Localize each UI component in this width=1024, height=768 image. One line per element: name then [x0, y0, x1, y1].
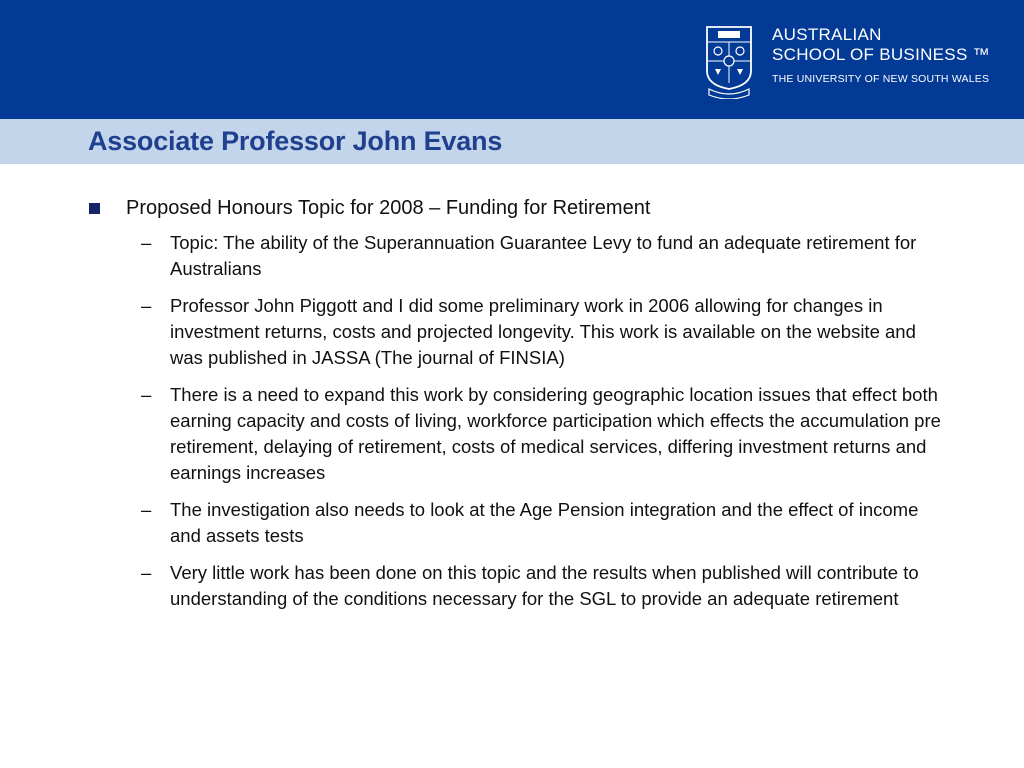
org-line-australian: AUSTRALIAN — [772, 25, 882, 44]
sub-bullet — [141, 560, 941, 612]
slide-title: Associate Professor John Evans — [88, 126, 503, 156]
main-bullet-text: Proposed Honours Topic for 2008 – Funding for Retirement — [126, 197, 651, 219]
sub-bullet-list — [141, 230, 941, 623]
unsw-crest-icon — [705, 25, 753, 99]
header-banner — [0, 0, 1024, 119]
dash-bullet-icon: – — [141, 295, 152, 316]
sub-bullet — [141, 497, 941, 549]
org-line-university: THE UNIVERSITY OF NEW SOUTH WALES — [772, 73, 990, 85]
sub-bullet-text: There is a need to expand this work by considering geographic location issues that effect both earning capacity and costs of living, workforce participation which effects the accumulation pre retirement, delaying of retirement, costs of medical services, differing investment returns and earnings increases — [170, 384, 941, 483]
dash-bullet-icon: – — [141, 384, 152, 405]
org-line-school-of-business: SCHOOL OF BUSINESS ™ — [772, 45, 990, 64]
org-name — [772, 25, 990, 85]
dash-bullet-icon: – — [141, 499, 152, 520]
square-bullet-icon — [89, 203, 100, 214]
sub-bullet — [141, 382, 941, 486]
sub-bullet — [141, 293, 941, 371]
dash-bullet-icon: – — [141, 232, 152, 253]
sub-bullet-text: The investigation also needs to look at the Age Pension integration and the effect of income and assets tests — [170, 499, 919, 546]
dash-bullet-icon: – — [141, 562, 152, 583]
sub-bullet — [141, 230, 941, 282]
sub-bullet-text: Topic: The ability of the Superannuation Guarantee Levy to fund an adequate retirement for Australians — [170, 232, 917, 279]
sub-bullet-text: Professor John Piggott and I did some preliminary work in 2006 allowing for changes in investment returns, costs and projected longevity. This work is available on the website and was published in JASSA (The journal of FINSIA) — [170, 295, 916, 368]
title-band — [0, 119, 1024, 164]
sub-bullet-text: Very little work has been done on this topic and the results when published will contribute to understanding of the conditions necessary for the SGL to provide an adequate retirement — [170, 562, 919, 609]
